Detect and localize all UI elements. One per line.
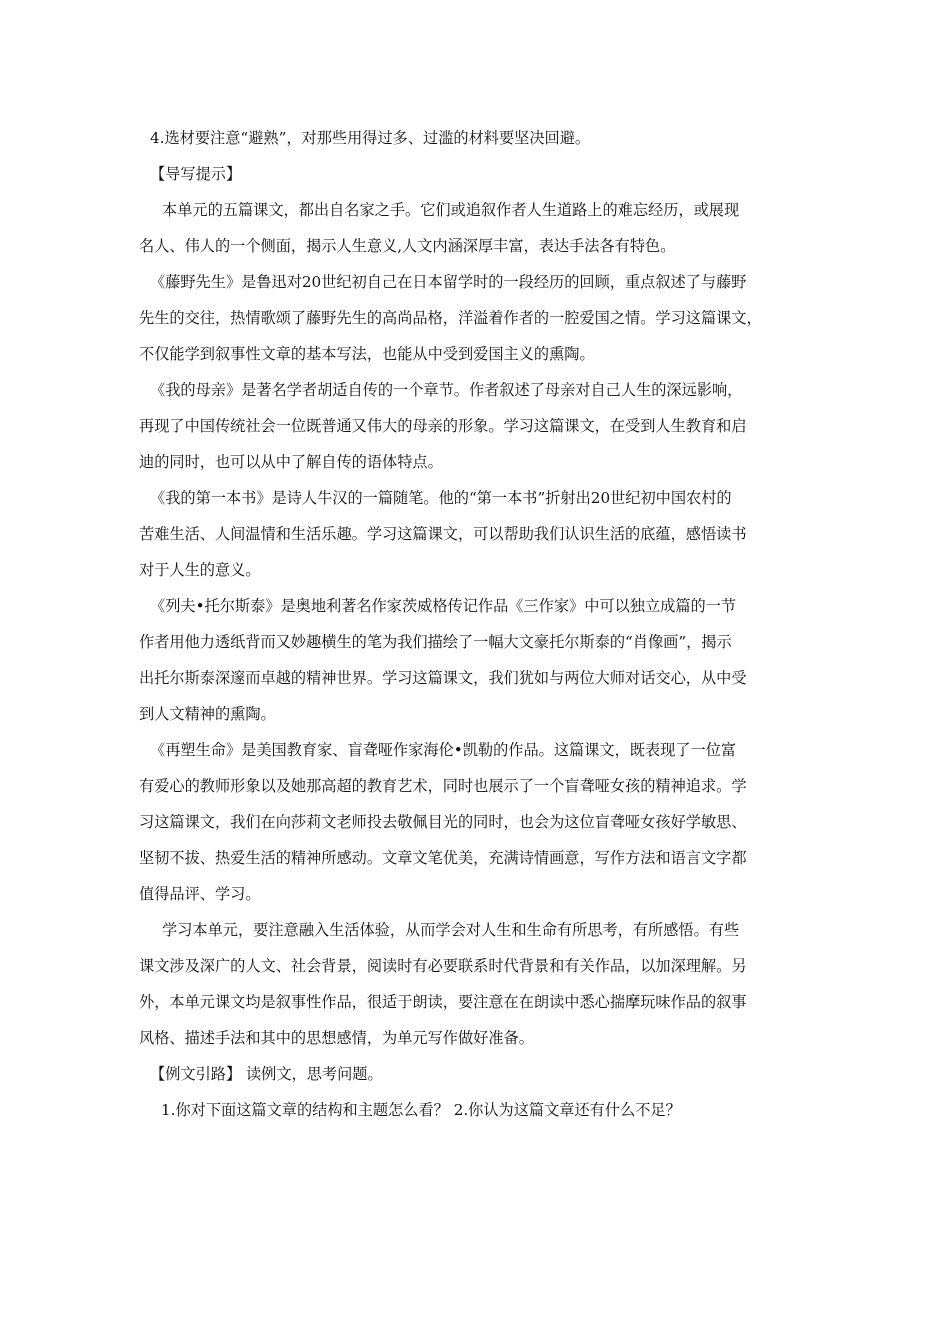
- text-line: 到人文精神的熏陶。: [139, 705, 276, 723]
- text-line: 风格、描述手法和其中的思想感情，为单元写作做好准备。: [139, 1029, 534, 1047]
- text-line: 苦难生活、人间温情和生活乐趣。学习这篇课文，可以帮助我们认识生活的底蕴，感悟读书: [139, 525, 747, 543]
- question-line: 1.你对下面这篇文章的结构和主题怎么看？ 2.你认为这篇文章还有什么不足？: [161, 1101, 681, 1119]
- text-line: 对于人生的意义。: [139, 561, 261, 579]
- text-line: 《再塑生命》是美国教育家、盲聋哑作家海伦•凯勒的作品。这篇课文，既表现了一位富: [150, 741, 737, 759]
- text-line: 本单元的五篇课文，都出自名家之手。它们或追叙作者人生道路上的难忘经历，或展现: [162, 201, 740, 219]
- text-line: 名人、伟人的一个侧面，揭示人生意义,人文内涵深厚丰富，表达手法各有特色。: [139, 237, 676, 255]
- text-line: 值得品评、学习。: [139, 885, 261, 903]
- text-line: 课文涉及深广的人文、社会背景，阅读时有必要联系时代背景和有关作品，以加深理解。另: [139, 957, 747, 975]
- text-line: 习这篇课文，我们在向莎莉文老师投去敬佩目光的同时，也会为这位盲聋哑女孩好学敏思、: [139, 813, 747, 831]
- text-line: 学习本单元，要注意融入生活体验，从而学会对人生和生命有所思考，有所感悟。有些: [162, 921, 740, 939]
- text-line: 先生的交往，热情歌颂了藤野先生的高尚品格，洋溢着作者的一腔爱国之情。学习这篇课文，: [139, 309, 762, 327]
- text-line: 外，本单元课文均是叙事性作品，很适于朗读，要注意在在朗读中悉心揣摩玩味作品的叙事: [139, 993, 747, 1011]
- text-line: 坚韧不拔、热爱生活的精神所感动。文章文笔优美，充满诗情画意，写作方法和语言文字都: [139, 849, 747, 867]
- text-line: 4.选材要注意“避熟”，对那些用得过多、过滥的材料要坚决回避。: [150, 129, 591, 147]
- section-heading: 【例文引路】 读例文，思考问题。: [150, 1065, 383, 1083]
- text-line: 作者用他力透纸背而又妙趣横生的笔为我们描绘了一幅大文豪托尔斯泰的“肖像画”，揭示: [139, 633, 732, 651]
- text-line: 有爱心的教师形象以及她那高超的教育艺术，同时也展示了一个盲聋哑女孩的精神追求。学: [139, 777, 747, 795]
- section-heading: 【导写提示】: [150, 165, 242, 183]
- text-line: 出托尔斯泰深邃而卓越的精神世界。学习这篇课文，我们犹如与两位大师对话交心，从中受: [139, 669, 747, 687]
- text-line: 《列夫•托尔斯泰》是奥地利著名作家茨威格传记作品《三作家》中可以独立成篇的一节: [150, 597, 737, 615]
- text-line: 《我的母亲》是著名学者胡适自传的一个章节。作者叙述了母亲对自己人生的深远影响，: [150, 381, 743, 399]
- text-line: 迪的同时，也可以从中了解自传的语体特点。: [139, 453, 443, 471]
- text-line: 《藤野先生》是鲁迅对20世纪初自己在日本留学时的一段经历的回顾，重点叙述了与藤野: [150, 273, 747, 291]
- text-line: 不仅能学到叙事性文章的基本写法，也能从中受到爱国主义的熏陶。: [139, 345, 595, 363]
- text-line: 《我的第一本书》是诗人牛汉的一篇随笔。他的“第一本书”折射出20世纪初中国农村的: [150, 489, 732, 507]
- text-line: 再现了中国传统社会一位既普通又伟大的母亲的形象。学习这篇课文，在受到人生教育和启: [139, 417, 747, 435]
